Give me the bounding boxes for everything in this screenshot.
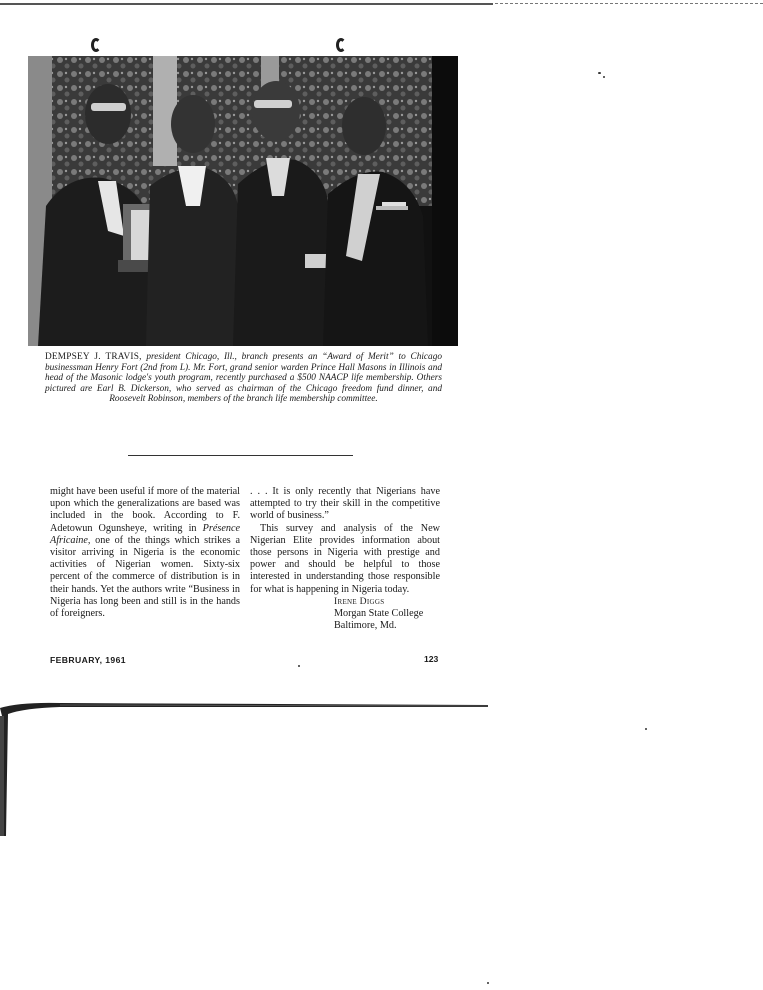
caption-name: DEMPSEY J. TRAVIS, — [45, 352, 142, 362]
page-number: 123 — [424, 654, 439, 664]
binder-hole-right — [336, 38, 346, 52]
section-divider — [128, 455, 353, 456]
caption-text: president Chicago, Ill., branch presents an “Award of Merit” to Chicago businessman Henry Fort (2nd from L). Mr. Fort, grand senior warden Prince Hall Masons in Illinois and head of the Masonic lodge's youth program, recently purchased a $500 NAACP life membership. Others pictured are Earl B. Dickerson, who served as chairman of the Chicago freedom fund dinner, and Roosevelt Robinson, members of the branch life membership committee. — [45, 352, 442, 405]
right-paragraph-quote: . . . It is only recently that Nigerians have attempted to try their skill in the competitive world of business.” — [250, 486, 440, 522]
scan-speck — [298, 665, 300, 667]
left-paragraph-a: might have been useful if more of the material upon which the generalizations are based was included in the book. According to F. Adetowun Ogunsheye, writing in — [50, 486, 240, 534]
reviewer-signature — [250, 596, 440, 633]
award-photograph — [28, 56, 458, 346]
scan-top-dotted-edge — [495, 3, 763, 4]
right-paragraph-summary: This survey and analysis of the New Nigerian Elite provides information about those persons in Nigeria with prestige and power and should be helpful to those interested in understanding those responsible for what is happening in Nigeria today. — [250, 522, 440, 595]
scan-speck — [487, 982, 489, 984]
reviewer-location: Baltimore, Md. — [334, 620, 397, 632]
left-paragraph — [50, 486, 240, 620]
left-column — [50, 486, 240, 620]
scan-speck — [598, 72, 601, 74]
scan-top-edge-line — [0, 3, 493, 5]
footer-date: FEBRUARY, 1961 — [50, 655, 126, 665]
scan-speck — [603, 76, 605, 78]
photo-caption — [45, 352, 442, 405]
binder-hole-left — [91, 38, 101, 52]
right-column — [250, 486, 440, 632]
left-paragraph-journal-title: Présence Africaine, — [50, 522, 240, 546]
reviewer-institution: Morgan State College — [334, 608, 424, 620]
left-paragraph-b: one of the things which strikes a visitor arriving in Nigeria is the economic activities of Nigerian women. Sixty-six percent of the commerce of distribution is in their hands. Yet the authors write “Business in Nigeria has long been and still is in the hands of foreigners. — [50, 534, 240, 620]
scan-bottom-page-edge — [0, 696, 490, 836]
reviewer-name: Irene Diggs — [334, 595, 385, 607]
scan-speck — [645, 728, 647, 730]
